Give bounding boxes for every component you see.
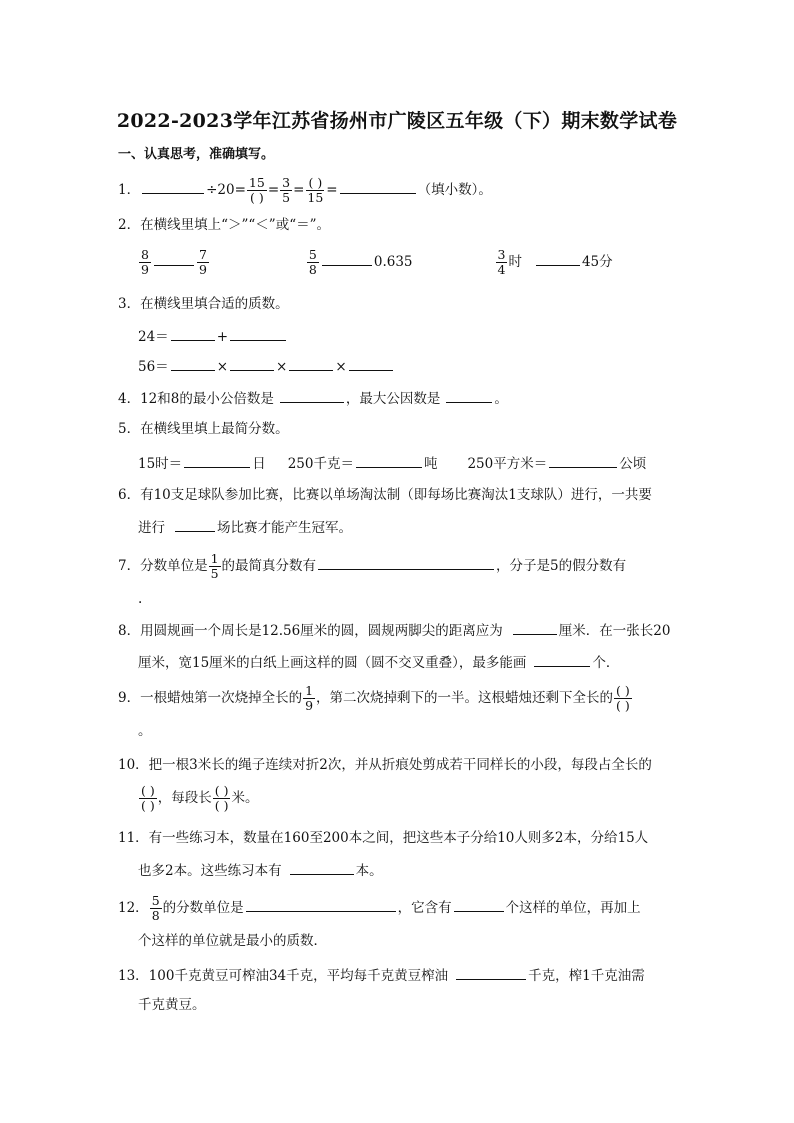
section-heading: 一、认真思考，准确填写。 bbox=[118, 147, 275, 162]
answer-fraction[interactable]: $\frac{( )}{( )}$ bbox=[141, 783, 155, 813]
fraction: $\frac{7}{9}$ bbox=[198, 247, 207, 277]
question-6-line2: 进行 场比赛才能产生冠军。 bbox=[138, 517, 352, 537]
question-13-line2: 千克黄豆。 bbox=[138, 997, 206, 1013]
answer-blank[interactable] bbox=[154, 251, 194, 266]
answer-blank[interactable] bbox=[356, 453, 422, 468]
question-12-line2: 个这样的单位就是最小的质数． bbox=[138, 933, 327, 949]
question-6: 6．有10支足球队参加比赛，比赛以单场淘汰制（即每场比赛淘汰1支球队）进行，一共要 bbox=[118, 487, 652, 503]
answer-blank[interactable] bbox=[536, 251, 580, 266]
question-10-line2: $\frac{( )}{( )}$ ，每段长 $\frac{( )}{( )}$ 米。 bbox=[141, 783, 259, 813]
question-9-line2: 。 bbox=[138, 723, 152, 739]
fraction: $\frac{5}{8}$ bbox=[308, 247, 317, 277]
question-2-items: $\frac{8}{9}$ $\frac{7}{9}$ $\frac{5}{8}$ 0.635 $\frac{3}{4}$ 时 45分 bbox=[141, 247, 613, 277]
fraction: $\frac{( )}{15}$ bbox=[307, 175, 324, 205]
question-9: 9．一根蜡烛第一次烧掉全长的 $\frac{1}{9}$ ，第二次烧掉剩下的一半。这根蜡烛还剩下全长的 $\frac{( )}{( )}$ bbox=[118, 683, 630, 713]
question-11: 11．有一些练习本，数量在160至200本之间，把这些本子分给10人则多2本，分给15人 bbox=[118, 830, 649, 846]
answer-blank[interactable] bbox=[175, 517, 215, 532]
fraction: $\frac{15}{( )}$ bbox=[248, 175, 265, 205]
question-10: 10．把一根3米长的绳子连续对折2次，并从折痕处剪成若干同样长的小段，每段占全长的 bbox=[118, 757, 652, 773]
fraction: $\frac{5}{8}$ bbox=[151, 893, 160, 923]
answer-blank[interactable] bbox=[230, 356, 274, 371]
question-8: 8．用圆规画一个周长是12.56厘米的圆，圆规两脚尖的距离应为 厘米．在一张长20 bbox=[118, 620, 670, 640]
question-1: 1． ÷20= $\frac{15}{( )}$ = $\frac{3}{5}$ = $\frac{( )}{15}$ = （填小数）。 bbox=[118, 175, 492, 205]
page-title: 2022-2023学年江苏省扬州市广陵区五年级（下）期末数学试卷 bbox=[116, 110, 678, 132]
question-11-line2: 也多2本。这些练习本有 本。 bbox=[138, 860, 383, 880]
question-12: 12． $\frac{5}{8}$ 的分数单位是 ，它含有 个这样的单位，再加上 bbox=[118, 893, 641, 923]
answer-blank[interactable] bbox=[318, 555, 494, 570]
answer-blank[interactable] bbox=[171, 356, 215, 371]
answer-blank[interactable] bbox=[171, 326, 215, 341]
answer-blank[interactable] bbox=[549, 453, 617, 468]
answer-blank[interactable] bbox=[246, 897, 396, 912]
question-5: 5．在横线里填上最简分数。 bbox=[118, 421, 289, 437]
answer-blank[interactable] bbox=[289, 356, 333, 371]
answer-blank[interactable] bbox=[280, 388, 344, 403]
question-4: 4．12和8的最小公倍数是 ，最大公因数是 。 bbox=[118, 388, 508, 408]
question-8-line2: 厘米，宽15厘米的白纸上画这样的圆（圆不交叉重叠），最多能画 个． bbox=[138, 652, 619, 672]
answer-fraction[interactable]: $\frac{( )}{( )}$ bbox=[616, 683, 630, 713]
fraction: $\frac{1}{5}$ bbox=[210, 551, 219, 581]
fraction: $\frac{3}{5}$ bbox=[282, 175, 291, 205]
question-7-line2: . bbox=[138, 591, 143, 607]
answer-blank[interactable] bbox=[184, 453, 250, 468]
question-3-line1: 24＝ + bbox=[138, 326, 288, 346]
question-3: 3．在横线里填合适的质数。 bbox=[118, 296, 289, 312]
answer-blank[interactable] bbox=[454, 897, 504, 912]
question-2: 2．在横线里填上“＞”“＜”或“＝”。 bbox=[118, 217, 330, 233]
answer-blank[interactable] bbox=[340, 179, 416, 194]
answer-blank[interactable] bbox=[290, 860, 354, 875]
answer-blank[interactable] bbox=[349, 356, 393, 371]
answer-blank[interactable] bbox=[142, 179, 204, 194]
question-13: 13．100千克黄豆可榨油34千克，平均每千克黄豆榨油 千克，榨1千克油需 bbox=[118, 965, 645, 985]
answer-blank[interactable] bbox=[230, 326, 286, 341]
answer-blank[interactable] bbox=[446, 388, 492, 403]
answer-blank[interactable] bbox=[322, 251, 372, 266]
question-7: 7．分数单位是 $\frac{1}{5}$ 的最简真分数有 ，分子是5的假分数有 bbox=[118, 551, 627, 581]
answer-fraction[interactable]: $\frac{( )}{( )}$ bbox=[214, 783, 229, 813]
fraction: $\frac{8}{9}$ bbox=[141, 247, 149, 277]
question-3-line2: 56＝ × × × bbox=[138, 356, 395, 376]
answer-blank[interactable] bbox=[456, 965, 526, 980]
answer-blank[interactable] bbox=[534, 652, 590, 667]
answer-blank[interactable] bbox=[513, 620, 557, 635]
question-5-items: 15时＝ 日 250千克＝ 吨 250平方米＝ 公顷 bbox=[138, 453, 646, 473]
fraction: $\frac{1}{9}$ bbox=[305, 683, 314, 713]
fraction: $\frac{3}{4}$ bbox=[497, 247, 506, 277]
